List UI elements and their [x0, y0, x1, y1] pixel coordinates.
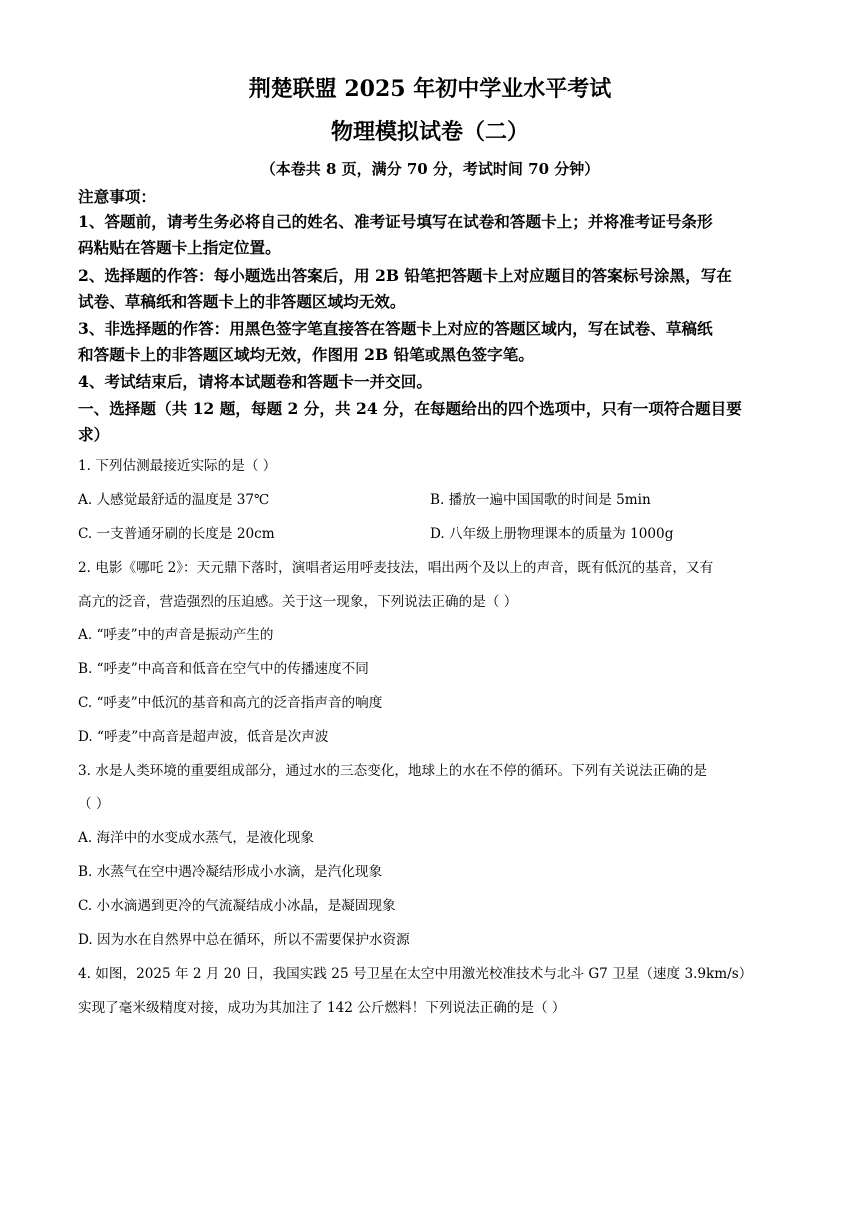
note-3-line-1: 3、非选择题的作答：用黑色签字笔直接答在答题卡上对应的答题区域内，写在试卷、草稿纸: [78, 319, 713, 338]
q2-option-b: B. “呼麦”中高音和低音在空气中的传播速度不同: [78, 661, 369, 677]
q4-stem-line-1: 4. 如图，2025 年 2 月 20 日，我国实践 25 号卫星在太空中用激光校准技术与北斗 G7 卫星（速度 3.9km/s）: [78, 966, 753, 982]
exam-subtitle: 物理模拟试卷（二）: [330, 119, 529, 145]
q2-option-c: C. “呼麦”中低沉的基音和高亢的泛音指声音的响度: [78, 695, 383, 711]
q3-option-d: D. 因为水在自然界中总在循环，所以不需要保护水资源: [78, 932, 410, 948]
q2-stem-line-2: 高亢的泛音，营造强烈的压迫感。关于这一现象，下列说法正确的是（ ）: [78, 594, 518, 610]
q1-option-a: A. 人感觉最舒适的温度是 37℃: [78, 492, 270, 508]
q2-option-d: D. “呼麦”中高音是超声波，低音是次声波: [78, 729, 329, 745]
section-heading-line-1: 一、选择题（共 12 题，每题 2 分，共 24 分，在每题给出的四个选项中，只有一项符合题目要: [78, 399, 742, 418]
exam-title: 荆楚联盟 2025 年初中学业水平考试: [248, 76, 612, 102]
q1-option-d: D. 八年级上册物理课本的质量为 1000g: [430, 526, 674, 542]
q3-option-c: C. 小水滴遇到更冷的气流凝结成小冰晶，是凝固现象: [78, 898, 396, 914]
q3-option-a: A. 海洋中的水变成水蒸气，是液化现象: [78, 830, 314, 846]
note-2-line-2: 试卷、草稿纸和答题卡上的非答题区域均无效。: [78, 292, 406, 311]
q1-option-b: B. 播放一遍中国国歌的时间是 5min: [430, 492, 651, 508]
q3-stem-line-2: （ ）: [78, 796, 110, 812]
q3-option-b: B. 水蒸气在空中遇冷凝结形成小水滴，是汽化现象: [78, 864, 383, 880]
exam-info: （本卷共 8 页，满分 70 分，考试时间 70 分钟）: [260, 160, 600, 178]
q2-option-a: A. “呼麦”中的声音是振动产生的: [78, 627, 274, 643]
q1-stem: 1. 下列估测最接近实际的是（ ）: [78, 458, 277, 474]
note-2-line-1: 2、选择题的作答：每小题选出答案后，用 2B 铅笔把答题卡上对应题目的答案标号涂黑，写在: [78, 266, 732, 285]
note-4: 4、考试结束后，请将本试题卷和答题卡一并交回。: [78, 372, 432, 391]
note-1-line-2: 码粘贴在答题卡上指定位置。: [78, 238, 281, 257]
q2-stem-line-1: 2. 电影《哪吒 2》：天元鼎下落时，演唱者运用呼麦技法，唱出两个及以上的声音，既有低沉的基音，又有: [78, 560, 714, 576]
notes-heading: 注意事项：: [78, 187, 156, 206]
note-3-line-2: 和答题卡上的非答题区域均无效，作图用 2B 铅笔或黑色签字笔。: [78, 345, 534, 364]
q4-stem-line-2: 实现了毫米级精度对接，成功为其加注了 142 公斤燃料！下列说法正确的是（ ）: [78, 1000, 566, 1016]
q3-stem-line-1: 3. 水是人类环境的重要组成部分，通过水的三态变化，地球上的水在不停的循环。下列有关说法正确的是: [78, 763, 708, 779]
section-heading-line-2: 求）: [78, 425, 110, 444]
note-1-line-1: 1、答题前，请考生务必将自己的姓名、准考证号填写在试卷和答题卡上；并将准考证号条形: [78, 212, 713, 231]
q1-option-c: C. 一支普通牙刷的长度是 20cm: [78, 526, 275, 542]
